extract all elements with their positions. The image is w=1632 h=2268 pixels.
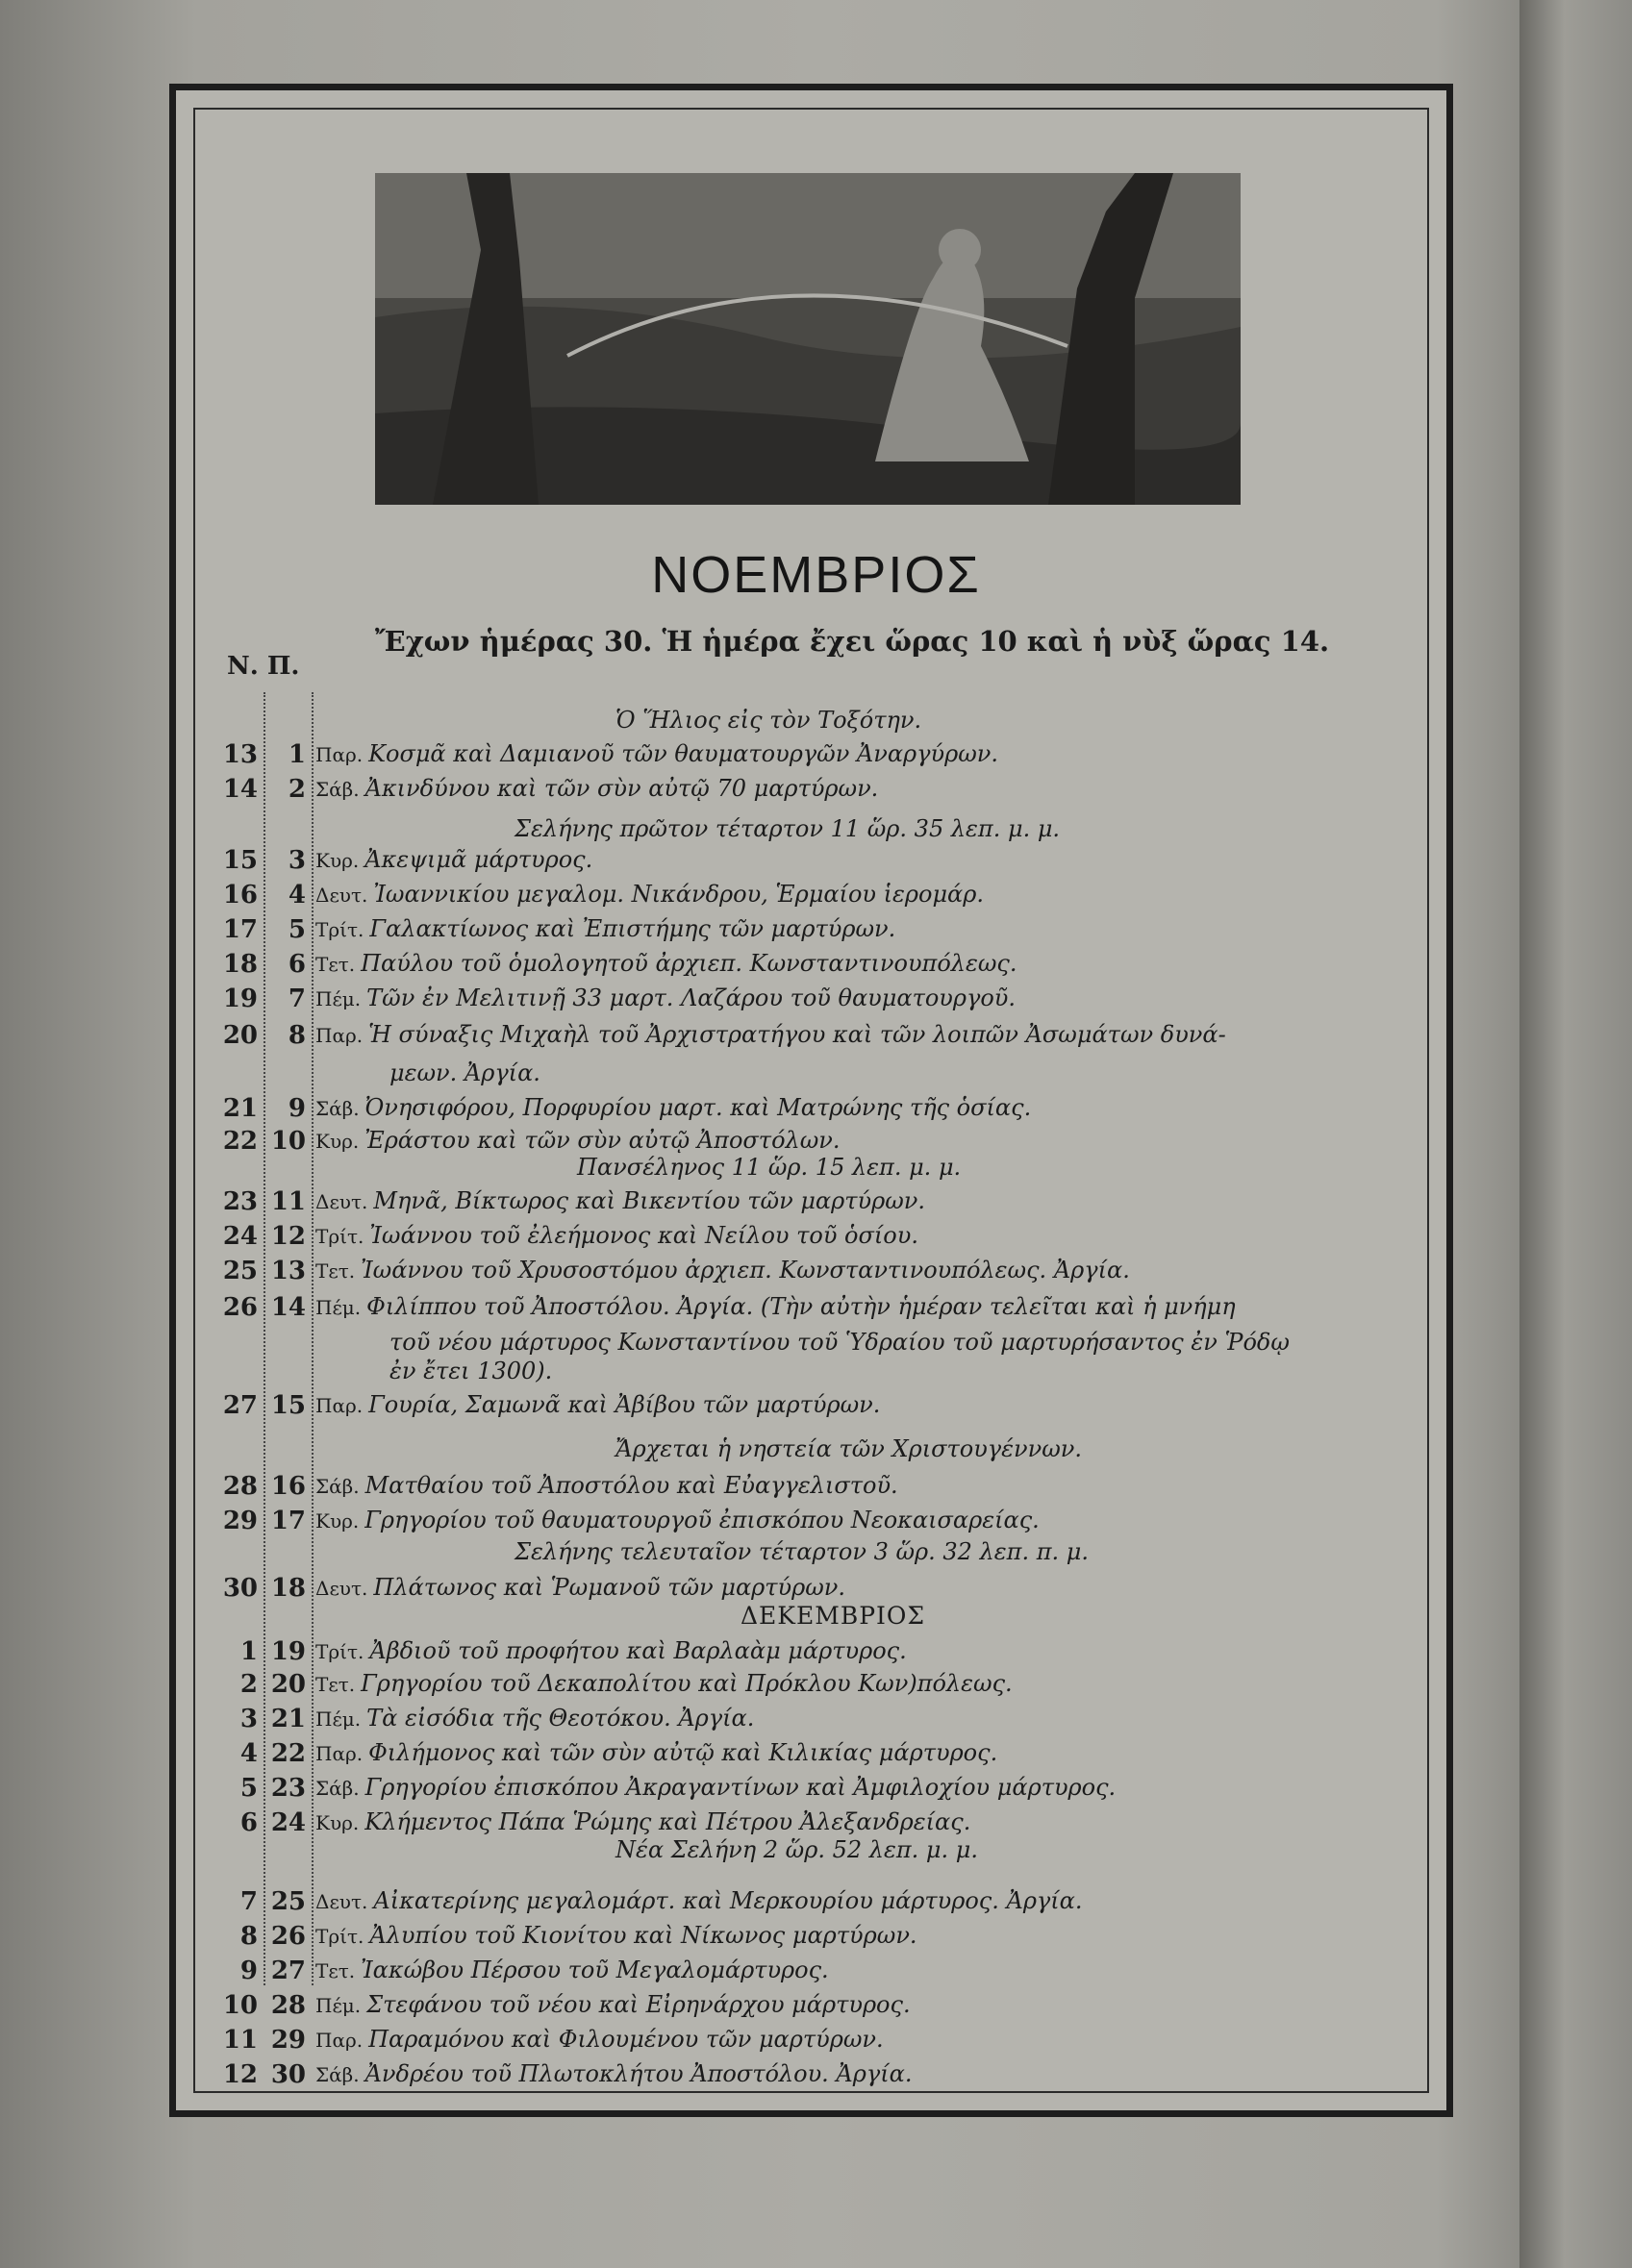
weekday: Σάβ. bbox=[315, 1097, 360, 1120]
entry-text bbox=[315, 1222, 918, 1249]
old-style-day: 13 bbox=[222, 740, 258, 769]
weekday: Πέμ. bbox=[315, 1707, 362, 1731]
entry-text bbox=[315, 1094, 1031, 1121]
new-style-day: 5 bbox=[288, 915, 306, 944]
entry-text bbox=[315, 1808, 970, 1835]
weekday: Τετ. bbox=[315, 1259, 356, 1283]
weekday: Παρ. bbox=[315, 1394, 364, 1417]
entry-text bbox=[315, 1887, 1083, 1914]
entry-text bbox=[315, 1574, 845, 1601]
weekday: Παρ. bbox=[315, 2029, 364, 2052]
new-style-day: 14 bbox=[270, 1293, 306, 1322]
weekday: Τρίτ. bbox=[315, 918, 364, 941]
new-style-day: 28 bbox=[270, 1991, 306, 2020]
weekday: Σάβ. bbox=[315, 778, 360, 801]
entry-text bbox=[315, 2060, 912, 2087]
new-style-day: 20 bbox=[270, 1670, 306, 1699]
new-style-day: 11 bbox=[270, 1187, 306, 1216]
old-style-day: 8 bbox=[239, 1922, 258, 1951]
old-style-day: 18 bbox=[222, 950, 258, 979]
saint-commemoration: Ἀλυπίου τοῦ Κιονίτου καὶ Νίκωνος μαρτύρων. bbox=[369, 1922, 917, 1949]
entry-text bbox=[315, 1472, 898, 1499]
new-style-day: 13 bbox=[270, 1257, 306, 1285]
old-style-day: 9 bbox=[239, 1956, 258, 1985]
entry-text bbox=[315, 1127, 841, 1154]
weekday: Παρ. bbox=[315, 1742, 364, 1765]
weekday: Κυρ. bbox=[315, 1130, 360, 1153]
saint-commemoration: Ἐράστου καὶ τῶν σὺν αὐτῷ Ἀποστόλων. bbox=[364, 1127, 841, 1154]
new-style-day: 3 bbox=[288, 846, 306, 875]
saint-commemoration: Γρηγορίου ἐπισκόπου Ἀκραγαντίνων καὶ Ἀμφιλοχίου μάρτυρος. bbox=[364, 1774, 1117, 1801]
old-style-day: 12 bbox=[222, 2060, 258, 2089]
entry-text bbox=[315, 915, 895, 942]
new-style-day: 30 bbox=[270, 2060, 306, 2089]
entry-text bbox=[315, 846, 592, 873]
saint-commemoration: Ἰωάννου τοῦ ἐλεήμονος καὶ Νείλου τοῦ ὁσίου. bbox=[369, 1222, 918, 1249]
new-style-day: 15 bbox=[270, 1391, 306, 1420]
new-moon-note: Νέα Σελήνη 2 ὥρ. 52 λεπ. μ. μ. bbox=[615, 1836, 978, 1863]
entry-text bbox=[315, 1774, 1116, 1801]
weekday: Κυρ. bbox=[315, 1509, 360, 1533]
weekday: Δευτ. bbox=[315, 1890, 368, 1913]
entry-text bbox=[315, 775, 878, 802]
old-style-day: 7 bbox=[239, 1887, 258, 1916]
entry-text bbox=[315, 1705, 754, 1732]
new-style-day: 8 bbox=[288, 1021, 306, 1050]
old-style-day: 4 bbox=[239, 1739, 258, 1768]
saint-commemoration: Γρηγορίου τοῦ Δεκαπολίτου καὶ Πρόκλου Κων)πόλεως. bbox=[361, 1670, 1013, 1697]
entry-text bbox=[315, 950, 1017, 977]
column-header: Ν. Π. bbox=[227, 652, 300, 681]
entry-continuation: τοῦ νέου μάρτυρος Κωνσταντίνου τοῦ Ὑδραίου τοῦ μαρτυρήσαντος ἐν Ῥόδῳ bbox=[389, 1329, 1290, 1356]
saint-commemoration: Ἀκεψιμᾶ μάρτυρος. bbox=[364, 846, 593, 873]
old-style-day: 22 bbox=[222, 1127, 258, 1156]
entry-continuation: μεων. Ἀργία. bbox=[389, 1059, 540, 1086]
new-style-day: 29 bbox=[270, 2026, 306, 2055]
new-style-day: 7 bbox=[288, 984, 306, 1013]
old-style-day: 14 bbox=[222, 775, 258, 804]
old-style-day: 25 bbox=[222, 1257, 258, 1285]
old-style-day: 23 bbox=[222, 1187, 258, 1216]
old-style-day: 10 bbox=[222, 1991, 258, 2020]
december-heading: ΔΕΚΕΜΒΡΙΟΣ bbox=[741, 1602, 926, 1630]
entry-text bbox=[315, 1293, 1236, 1320]
new-style-day: 18 bbox=[270, 1574, 306, 1603]
saint-commemoration: Ἡ σύναξις Μιχαὴλ τοῦ Ἀρχιστρατήγου καὶ τῶν λοιπῶν Ἀσωμάτων δυνά- bbox=[368, 1021, 1226, 1048]
saint-commemoration: Ἰωαννικίου μεγαλομ. Νικάνδρου, Ἑρμαίου ἱερομάρ. bbox=[373, 881, 984, 908]
old-style-day: 29 bbox=[222, 1507, 258, 1535]
weekday: Παρ. bbox=[315, 1024, 364, 1047]
old-style-day: 6 bbox=[239, 1808, 258, 1837]
old-style-day: 1 bbox=[239, 1637, 258, 1666]
entry-text bbox=[315, 1187, 925, 1214]
saint-commemoration: Παραμόνου καὶ Φιλουμένου τῶν μαρτύρων. bbox=[368, 2026, 884, 2053]
saint-commemoration: Πλάτωνος καὶ Ῥωμανοῦ τῶν μαρτύρων. bbox=[373, 1574, 846, 1601]
weekday: Παρ. bbox=[315, 743, 364, 766]
new-style-day: 25 bbox=[270, 1887, 306, 1916]
saint-commemoration: Μηνᾶ, Βίκτωρος καὶ Βικεντίου τῶν μαρτύρων. bbox=[373, 1187, 925, 1214]
saint-commemoration: Ἀνδρέου τοῦ Πλωτοκλήτου Ἀποστόλου. Ἀργία. bbox=[364, 2060, 913, 2087]
entry-text bbox=[315, 1507, 1040, 1533]
saint-commemoration: Ὀνησιφόρου, Πορφυρίου μαρτ. καὶ Ματρώνης τῆς ὁσίας. bbox=[364, 1094, 1032, 1121]
old-style-day: 5 bbox=[239, 1774, 258, 1803]
weekday: Τετ. bbox=[315, 1673, 356, 1696]
weekday: Δευτ. bbox=[315, 1577, 368, 1600]
weekday: Κυρ. bbox=[315, 1811, 360, 1834]
month-summary: Ἔχων ἡμέρας 30. Ἡ ἡμέρα ἔχει ὥρας 10 καὶ ἡ νὺξ ὥρας 14. bbox=[375, 625, 1330, 658]
month-title: ΝΟΕΜΒΡΙΟΣ bbox=[651, 546, 981, 604]
weekday: Πέμ. bbox=[315, 987, 362, 1010]
weekday: Σάβ. bbox=[315, 2063, 360, 2086]
new-style-day: 22 bbox=[270, 1739, 306, 1768]
sun-note: Ὁ Ἥλιος εἰς τὸν Τοξότην. bbox=[615, 707, 922, 734]
saint-commemoration: Τῶν ἐν Μελιτινῇ 33 μαρτ. Λαζάρου τοῦ θαυματουργοῦ. bbox=[366, 984, 1017, 1011]
saint-commemoration: Ἰακώβου Πέρσου τοῦ Μεγαλομάρτυρος. bbox=[361, 1956, 829, 1983]
new-style-day: 19 bbox=[270, 1637, 306, 1666]
old-style-day: 27 bbox=[222, 1391, 258, 1420]
full-moon-note: Πανσέληνος 11 ὥρ. 15 λεπ. μ. μ. bbox=[577, 1154, 962, 1181]
weekday: Πέμ. bbox=[315, 1994, 362, 2017]
weekday: Τετ. bbox=[315, 1959, 356, 1982]
entry-text bbox=[315, 1637, 907, 1664]
new-style-day: 16 bbox=[270, 1472, 306, 1501]
saint-commemoration: Παύλου τοῦ ὁμολογητοῦ ἀρχιεπ. Κωνσταντινουπόλεως. bbox=[361, 950, 1017, 977]
new-style-day: 23 bbox=[270, 1774, 306, 1803]
saint-commemoration: Γρηγορίου τοῦ θαυματουργοῦ ἐπισκόπου Νεοκαισαρείας. bbox=[364, 1507, 1040, 1533]
weekday: Πέμ. bbox=[315, 1296, 362, 1319]
new-style-day: 26 bbox=[270, 1922, 306, 1951]
saint-commemoration: Τὰ εἰσόδια τῆς Θεοτόκου. Ἀργία. bbox=[366, 1705, 755, 1732]
entry-text bbox=[315, 984, 1016, 1011]
old-style-day: 30 bbox=[222, 1574, 258, 1603]
new-style-day: 12 bbox=[270, 1222, 306, 1251]
new-style-day: 24 bbox=[270, 1808, 306, 1837]
entry-text bbox=[315, 1922, 917, 1949]
old-style-day: 17 bbox=[222, 915, 258, 944]
entry-text bbox=[315, 1991, 911, 2018]
weekday: Τετ. bbox=[315, 953, 356, 976]
entry-text bbox=[315, 1021, 1226, 1048]
old-style-day: 19 bbox=[222, 984, 258, 1013]
saint-commemoration: Στεφάνου τοῦ νέου καὶ Εἰρηνάρχου μάρτυρος. bbox=[366, 1991, 911, 2018]
entry-text bbox=[315, 1739, 997, 1766]
facing-page-edge bbox=[1519, 0, 1632, 2268]
entry-text bbox=[315, 1956, 829, 1983]
old-style-day: 16 bbox=[222, 881, 258, 910]
saint-commemoration: Αἰκατερίνης μεγαλομάρτ. καὶ Μερκουρίου μάρτυρος. Ἀργία. bbox=[373, 1887, 1083, 1914]
old-style-day: 24 bbox=[222, 1222, 258, 1251]
entry-text bbox=[315, 1391, 880, 1418]
saint-commemoration: Ματθαίου τοῦ Ἀποστόλου καὶ Εὐαγγελιστοῦ. bbox=[364, 1472, 898, 1499]
weekday: Σάβ. bbox=[315, 1777, 360, 1800]
saint-commemoration: Φιλήμονος καὶ τῶν σὺν αὐτῷ καὶ Κιλικίας μάρτυρος. bbox=[368, 1739, 998, 1766]
saint-commemoration: Γαλακτίωνος καὶ Ἐπιστήμης τῶν μαρτύρων. bbox=[369, 915, 896, 942]
weekday: Τρίτ. bbox=[315, 1225, 364, 1248]
saint-commemoration: Κλήμεντος Πάπα Ῥώμης καὶ Πέτρου Ἀλεξανδρείας. bbox=[364, 1808, 971, 1835]
old-style-day: 11 bbox=[222, 2026, 258, 2055]
new-style-day: 10 bbox=[270, 1127, 306, 1156]
moon-last-quarter-note: Σελήνης τελευταῖον τέταρτον 3 ὥρ. 32 λεπ. π. μ. bbox=[515, 1538, 1089, 1565]
weekday: Τρίτ. bbox=[315, 1925, 364, 1948]
old-style-day: 2 bbox=[239, 1670, 258, 1699]
fast-note: Ἄρχεται ἡ νηστεία τῶν Χριστουγέννων. bbox=[615, 1435, 1082, 1462]
old-style-day: 3 bbox=[239, 1705, 258, 1733]
new-style-day: 4 bbox=[288, 881, 306, 910]
new-style-day: 1 bbox=[288, 740, 306, 769]
new-style-day: 21 bbox=[270, 1705, 306, 1733]
new-style-day: 6 bbox=[288, 950, 306, 979]
saint-commemoration: Κοσμᾶ καὶ Δαμιανοῦ τῶν θαυματουργῶν Ἀναργύρων. bbox=[368, 740, 998, 767]
old-style-day: 28 bbox=[222, 1472, 258, 1501]
saint-commemoration: Ἀκινδύνου καὶ τῶν σὺν αὐτῷ 70 μαρτύρων. bbox=[364, 775, 879, 802]
weekday: Κυρ. bbox=[315, 849, 360, 872]
new-style-day: 17 bbox=[270, 1507, 306, 1535]
weekday: Δευτ. bbox=[315, 884, 368, 907]
entry-text bbox=[315, 740, 998, 767]
moon-first-quarter-note: Σελήνης πρῶτον τέταρτον 11 ὥρ. 35 λεπ. μ. μ. bbox=[515, 815, 1061, 842]
weekday: Τρίτ. bbox=[315, 1640, 364, 1663]
old-style-day: 26 bbox=[222, 1293, 258, 1322]
saint-commemoration: Ἰωάννου τοῦ Χρυσοστόμου ἀρχιεπ. Κωνσταντινουπόλεως. Ἀργία. bbox=[361, 1257, 1130, 1284]
entry-text bbox=[315, 1257, 1130, 1284]
entry-text bbox=[315, 1670, 1013, 1697]
entry-text bbox=[315, 881, 984, 908]
old-style-day: 20 bbox=[222, 1021, 258, 1050]
entry-continuation: ἐν ἔτει 1300). bbox=[389, 1358, 553, 1384]
column-divider-ne bbox=[312, 692, 314, 1985]
entry-text bbox=[315, 2026, 884, 2053]
new-style-day: 9 bbox=[288, 1094, 306, 1123]
saint-commemoration: Φιλίππου τοῦ Ἀποστόλου. Ἀργία. (Τὴν αὐτὴν ἡμέραν τελεῖται καὶ ἡ μνήμη bbox=[366, 1293, 1236, 1320]
saint-commemoration: Ἀβδιοῦ τοῦ προφήτου καὶ Βαρλαὰμ μάρτυρος. bbox=[369, 1637, 907, 1664]
weekday: Δευτ. bbox=[315, 1190, 368, 1213]
weekday: Σάβ. bbox=[315, 1475, 360, 1498]
saint-commemoration: Γουρία, Σαμωνᾶ καὶ Ἀβίβου τῶν μαρτύρων. bbox=[368, 1391, 881, 1418]
new-style-day: 27 bbox=[270, 1956, 306, 1985]
new-style-day: 2 bbox=[288, 775, 306, 804]
old-style-day: 21 bbox=[222, 1094, 258, 1123]
woodcut-illustration bbox=[375, 173, 1241, 505]
old-style-day: 15 bbox=[222, 846, 258, 875]
